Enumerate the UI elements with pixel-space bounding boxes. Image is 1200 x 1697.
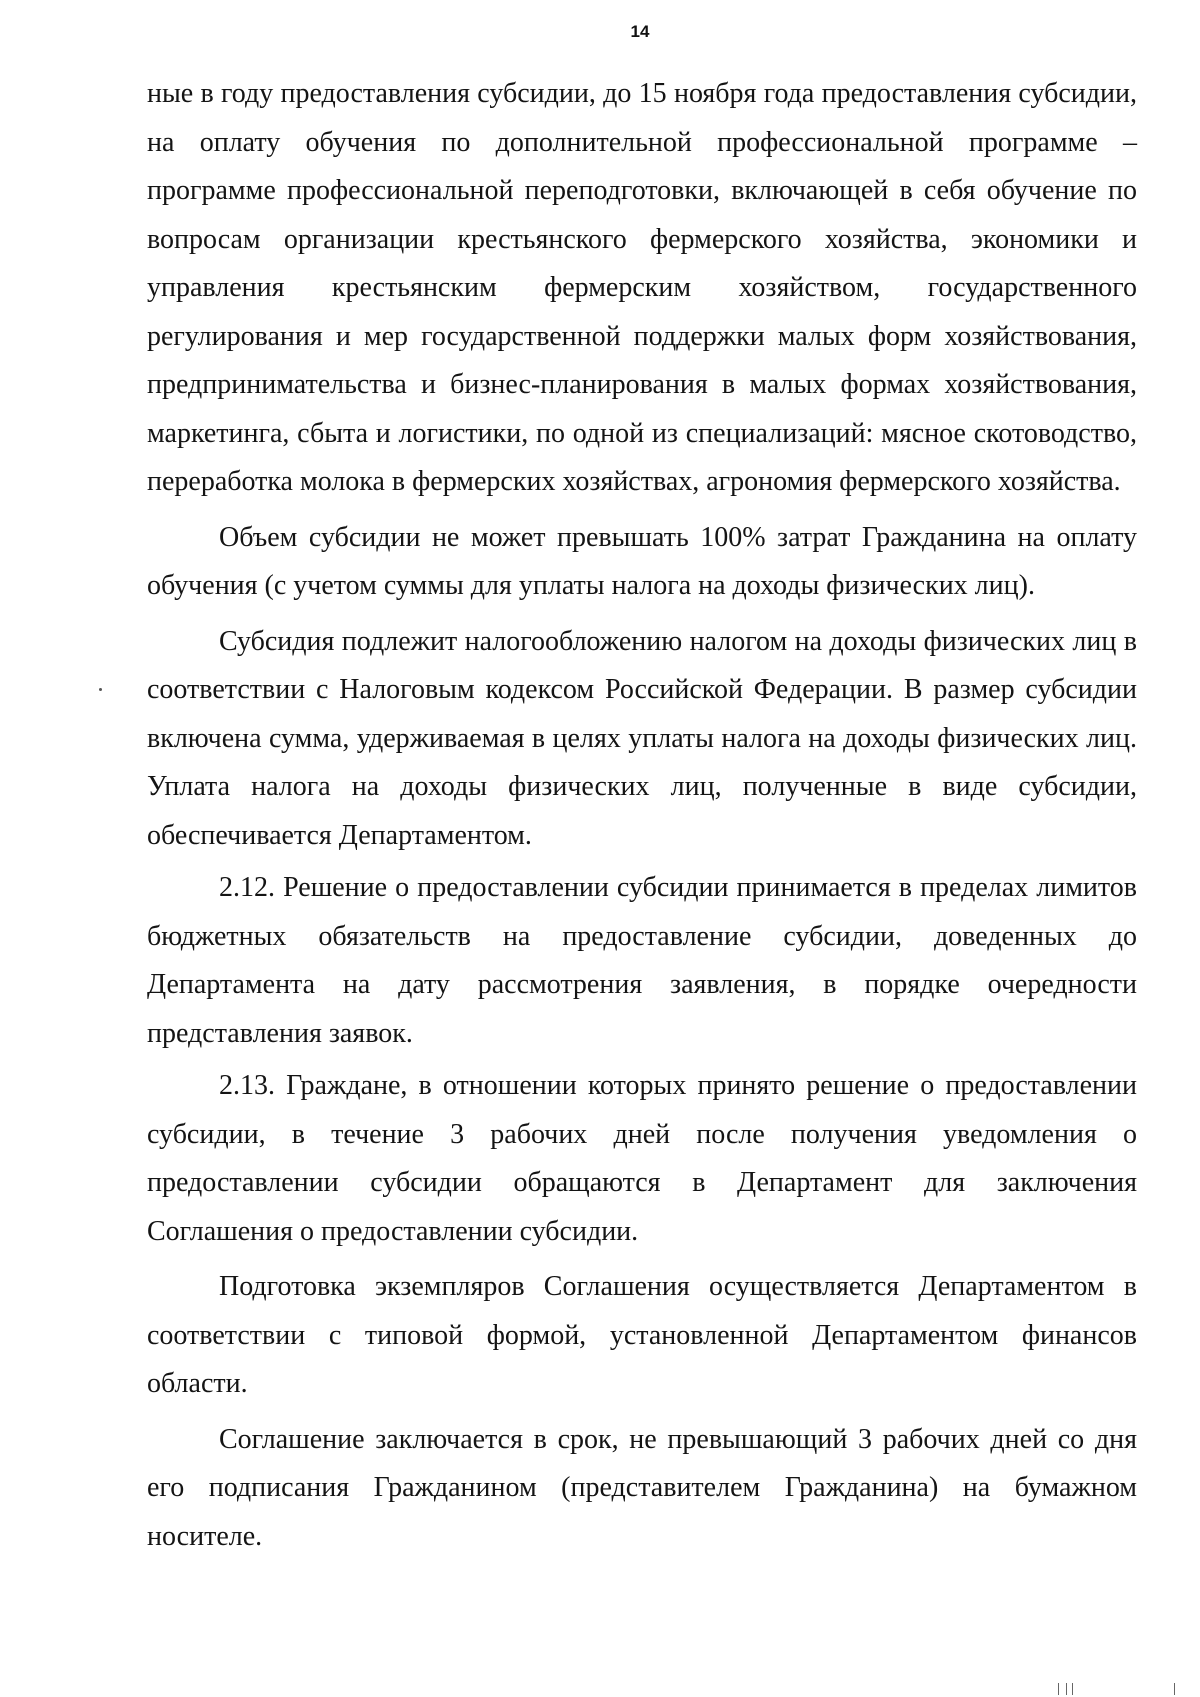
paragraph-subsidy-amount: Объем субсидии не может превышать 100% затрат Гражданина на оплату обучения (с учетом суммы для уплаты налога на доходы физических лиц). [147, 521, 1137, 601]
paragraph-agreement-term: Соглашение заключается в срок, не превышающий 3 рабочих дней со дня его подписания Гражданином (представителем Гражданина) на бумажном носителе. [147, 1423, 1137, 1552]
paragraph-continuation: ные в году предоставления субсидии, до 15 ноября года предоставления субсидии, на оплату обучения по дополнительной профессиональной программе – программе профессиональной переподготовки, включающей в себя обучение по вопросам организации крестьянского фермерского хозяйства, экономики и управления крестьянским фермерским хозяйством, государственного регулирования и мер государственной поддержки малых форм хозяйствования, предпринимательства и бизнес-планирования в малых формах хозяйствования, маркетинга, сбыта и логистики, по одной из специализаций: мясное скотоводство, переработка молока в фермерских хозяйствах, агрономия фермерского хозяйства. [147, 78, 1137, 497]
paragraph-2-12: 2.12. Решение о предоставлении субсидии принимается в пределах лимитов бюджетных обязательств на предоставление субсидии, доведенных до Департамента на дату рассмотрения заявления, в порядке очередности представления заявок. [147, 872, 1137, 1049]
scan-artifact-mark [1072, 1683, 1073, 1695]
scan-artifact-dot [99, 688, 102, 691]
paragraph-2-13: 2.13. Граждане, в отношении которых принято решение о предоставлении субсидии, в течение 3 рабочих дней после получения уведомления о предоставлении субсидии обращаются в Департамент для заключения Соглашения о предоставлении субсидии. [147, 1070, 1137, 1247]
document-body [147, 70, 1137, 1561]
scan-artifact-mark [1058, 1683, 1059, 1695]
scan-artifact-mark [1066, 1683, 1067, 1695]
page-number: 14 [630, 22, 650, 41]
paragraph-agreement-preparation: Подготовка экземпляров Соглашения осуществляется Департаментом в соответствии с типовой формой, установленной Департаментом финансов области. [147, 1271, 1137, 1399]
paragraph-subsidy-tax: Субсидия подлежит налогообложению налогом на доходы физических лиц в соответствии с Налоговым кодексом Российской Федерации. В размер субсидии включена сумма, удерживаемая в целях уплаты налога на доходы физических лиц. Уплата налога на доходы физических лиц, полученные в виде субсидии, обеспечивается Департаментом. [147, 625, 1137, 851]
scan-artifact-mark [1174, 1683, 1175, 1695]
